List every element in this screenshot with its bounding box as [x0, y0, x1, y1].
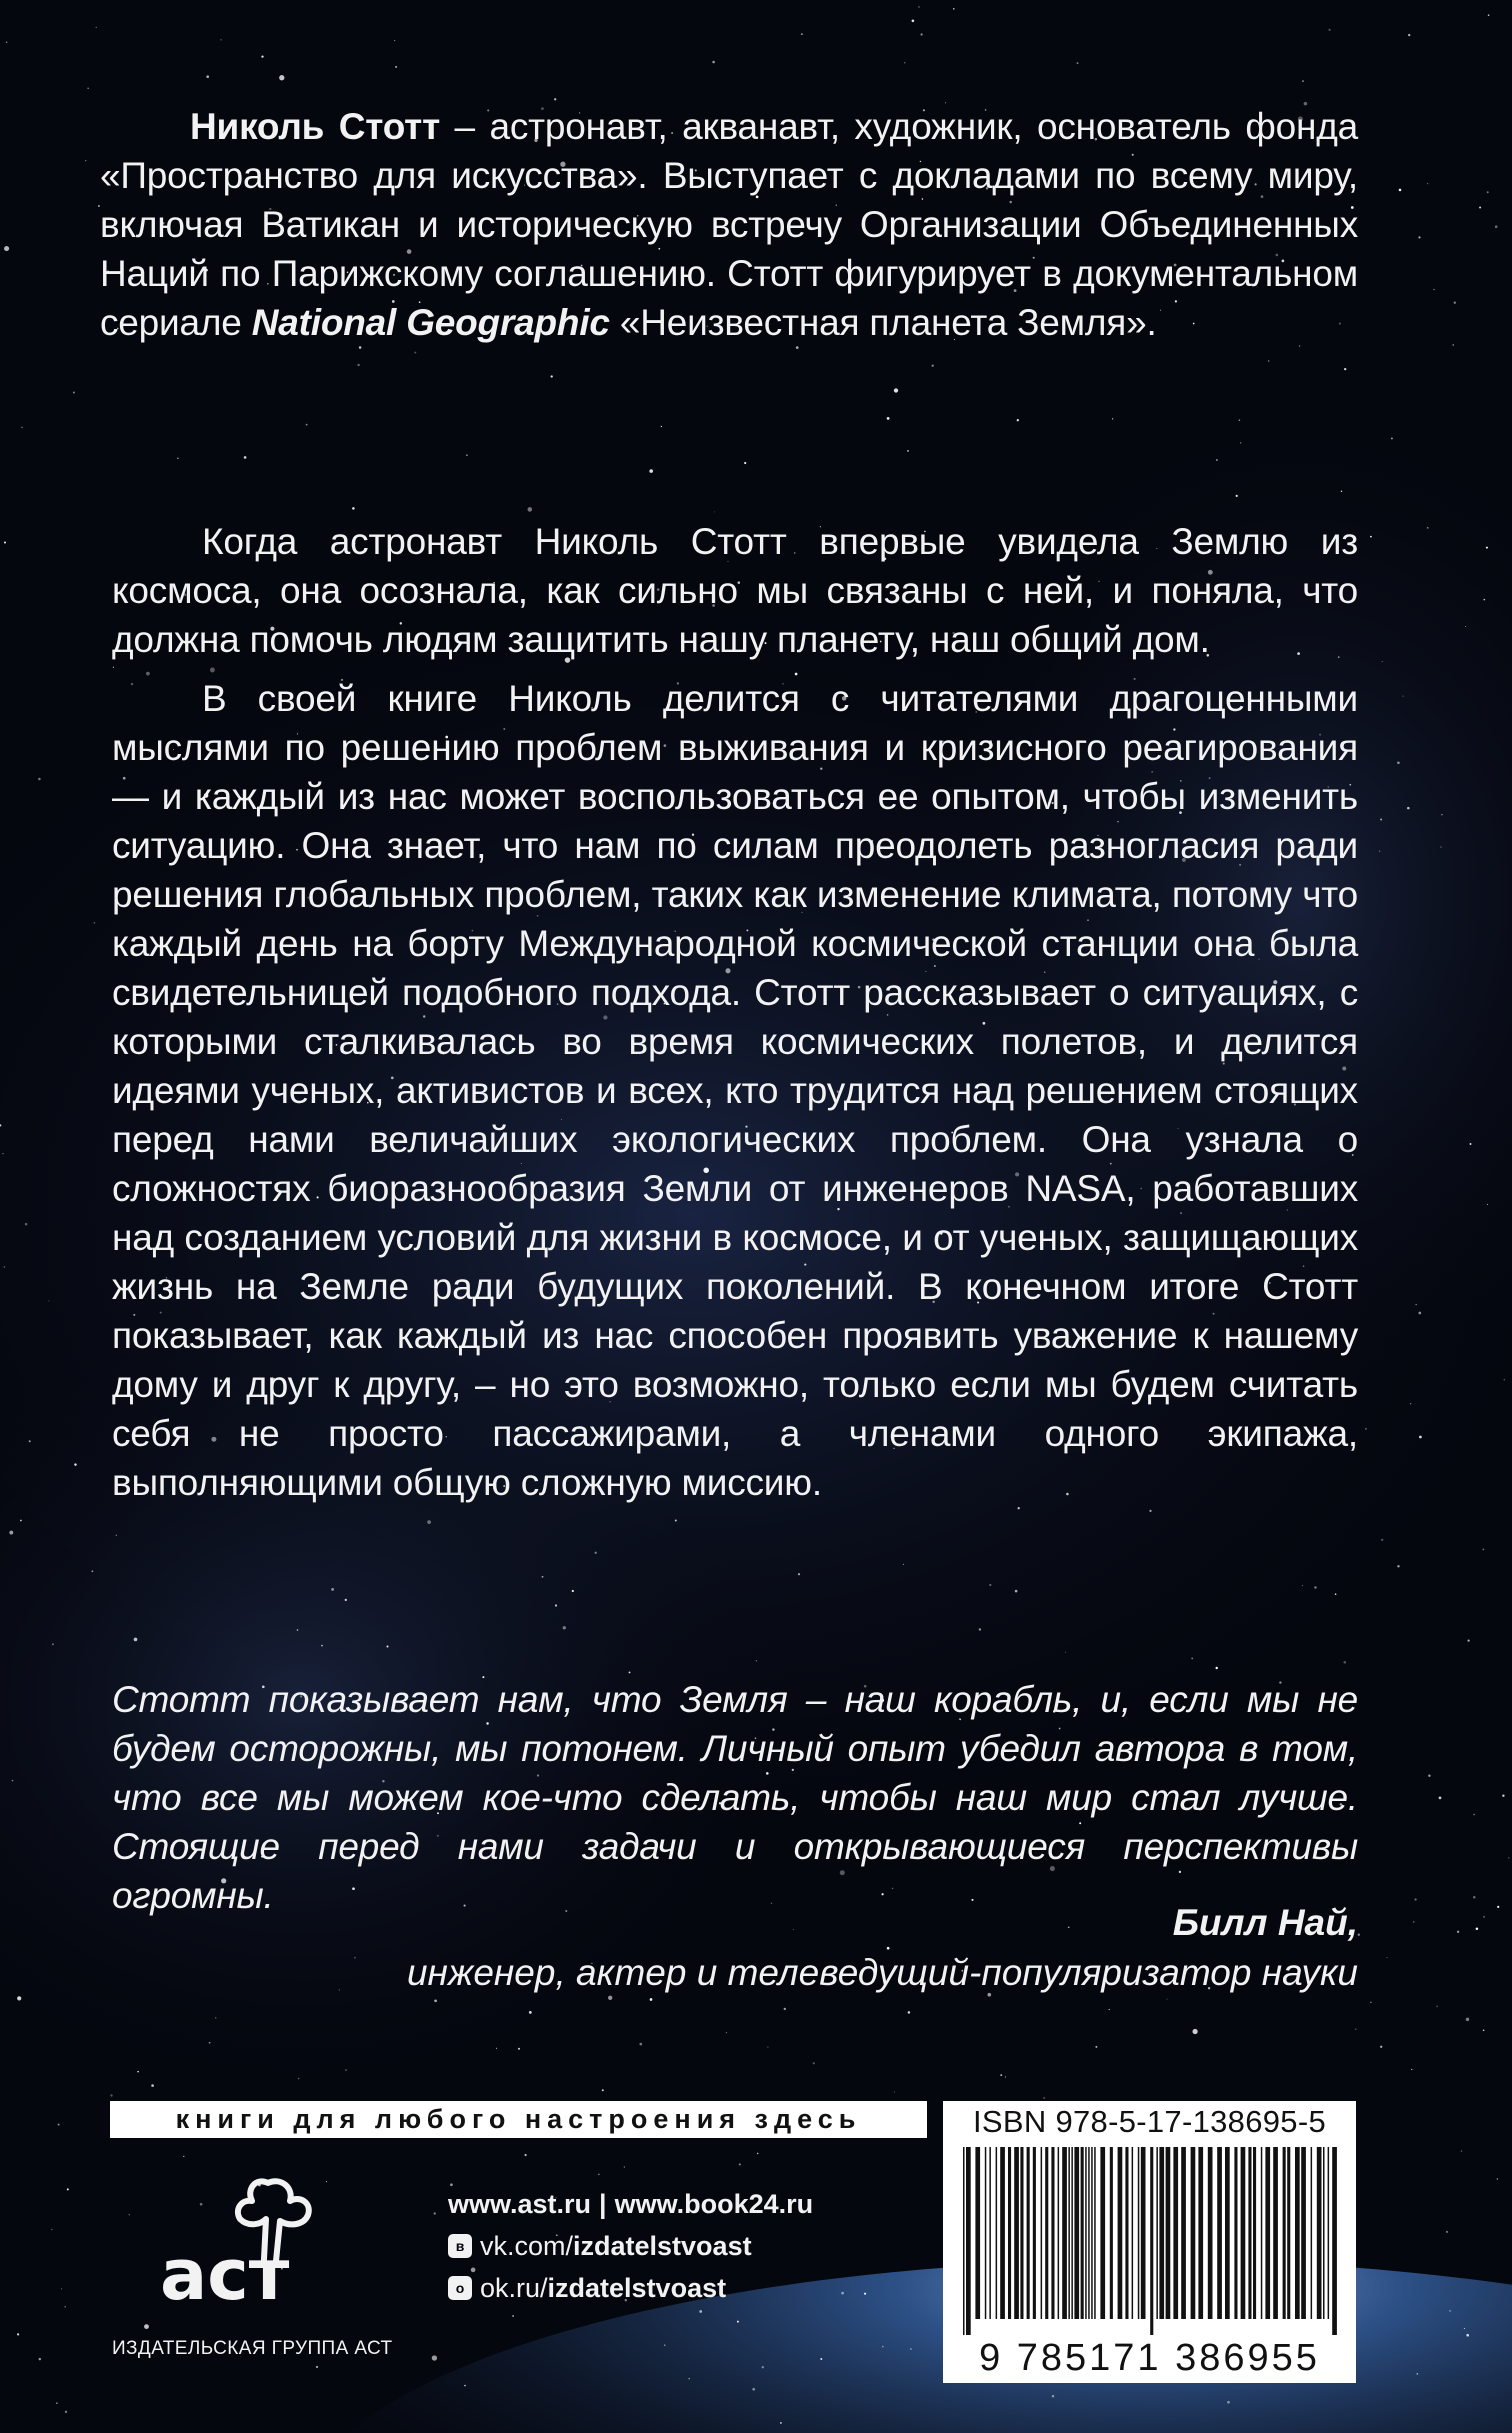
- publisher-links: [448, 2183, 908, 2309]
- quote-text: Стотт показывает нам, что Земля – наш корабль, и, если мы не будем осторожны, мы потонем. Личный опыт убедил автора в том, что все мы можем кое-что сделать, чтобы наш мир стал лучше. Стоящие перед нами задачи и открывающиеся перспективы огромны.: [112, 1679, 1358, 1916]
- website-links: [448, 2183, 908, 2225]
- author-bio-paragraph: [100, 102, 1358, 347]
- ok-handle: izdatelstvoast: [547, 2273, 727, 2303]
- quote-attribution: [112, 1898, 1358, 1998]
- bio-italic: National Geographic: [251, 302, 610, 343]
- bio-text-1: – астронавт, акванавт, художник, основатель фонда «Пространство для искусства». Выступает с докладами по всему миру, включая Ватикан и историческую встречу Организации Объединенных Наций по Парижскому соглашению. Стотт фигурирует в документальном сериале: [100, 106, 1358, 343]
- barcode-icon: [957, 2147, 1342, 2335]
- ok-link[interactable]: [448, 2267, 908, 2309]
- vk-link[interactable]: [448, 2225, 908, 2267]
- vk-prefix: vk.com/: [480, 2231, 574, 2261]
- description-paragraph-1: Когда астронавт Николь Стотт впервые увидела Землю из космоса, она осознала, как сильно мы связаны с ней, и поняла, что должна помочь людям защитить нашу планету, наш общий дом.: [112, 521, 1358, 660]
- book-description: [112, 517, 1358, 1507]
- logo-text: аст: [160, 2234, 290, 2310]
- barcode-digits: 9 785171 386955: [979, 2337, 1320, 2379]
- publisher-caption: ИЗДАТЕЛЬСКАЯ ГРУППА АСТ: [112, 2338, 393, 2359]
- isbn-label: ISBN 978-5-17-138695-5: [973, 2104, 1326, 2139]
- vk-handle: izdatelstvoast: [573, 2231, 752, 2261]
- site-link-book24[interactable]: www.book24.ru: [614, 2189, 814, 2219]
- slogan-bar: книги для любого настроения здесь: [110, 2101, 927, 2138]
- author-name: Николь Стотт: [190, 106, 441, 147]
- ok-icon: о: [448, 2276, 472, 2300]
- bio-text-2: «Неизвестная планета Земля».: [609, 302, 1157, 343]
- ast-logo-icon: [160, 2175, 335, 2310]
- site-separator: |: [599, 2189, 607, 2219]
- quote-author-title: инженер, актер и телеведущий-популяризатор науки: [406, 1952, 1358, 1993]
- review-quote: [112, 1675, 1358, 1920]
- site-link-ast[interactable]: www.ast.ru: [448, 2189, 592, 2219]
- barcode-box: [943, 2101, 1356, 2383]
- author-bio: [100, 102, 1358, 347]
- description-paragraph-2: В своей книге Николь делится с читателями драгоценными мыслями по решению проблем выживания и кризисного реагирования — и каждый из нас может воспользоваться ее опытом, чтобы изменить ситуацию. Она знает, что нам по силам преодолеть разногласия ради решения глобальных проблем, таких как изменение климата, потому что каждый день на борту Международной космической станции она была свидетельницей подобного подхода. Стотт рассказывает о ситуациях, с которыми сталкивалась во время космических полетов, и делится идеями ученых, активистов и всех, кто трудится над решением стоящих перед нами величайших экологических проблем. Она узнала о сложностях биоразнообразия Земли от инженеров NASA, работавших над созданием условий для жизни в космосе, и от ученых, защищающих жизнь на Земле ради будущих поколений. В конечном итоге Стотт показывает, как каждый из нас способен проявить уважение к нашему дому и друг к другу, – но это возможно, только если мы будем считать себя не просто пассажирами, а членами одного экипажа, выполняющими общую сложную миссию.: [112, 678, 1358, 1503]
- vk-icon: в: [448, 2234, 472, 2258]
- ok-prefix: ok.ru/: [480, 2273, 548, 2303]
- quote-author-name: Билл Най,: [1172, 1902, 1358, 1943]
